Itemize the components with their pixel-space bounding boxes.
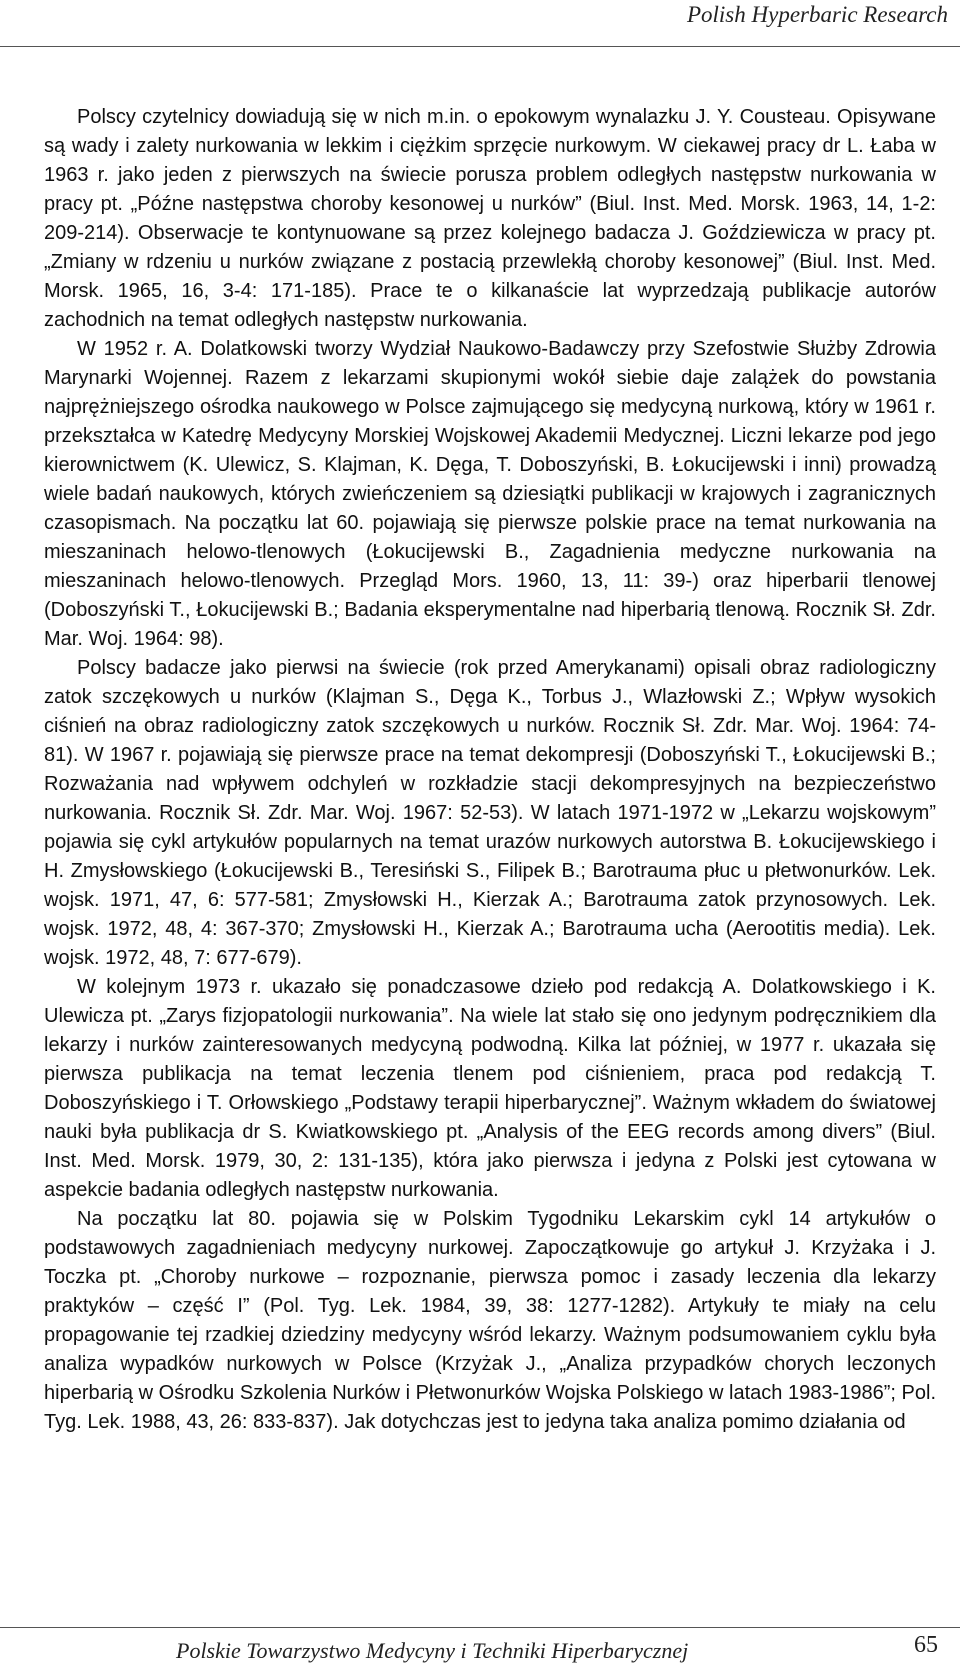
paragraph: W kolejnym 1973 r. ukazało się ponadczasowe dzieło pod redakcją A. Dolatkowskiego i K. Ulewicza pt. „Zarys fizjopatologii nurkowania”. Na wiele lat stało się ono jedynym podręcznikiem dla lekarzy i nurków zainteresowanych medycyną podwodną. Kilka lat później, w 1977 r. ukazała się pierwsza publikacja na temat leczenia tlenem pod ciśnieniem, praca pod redakcją T. Doboszyńskiego i T. Orłowskiego „Podstawy terapii hiperbarycznej”. Ważnym wkładem do światowej nauki była publikacja dr S. Kwiatkowskiego pt. „Analysis of the EEG records among divers” (Biul. Inst. Med. Morsk. 1979, 30, 2: 131-135), która jako pierwsza i jedyna z Polski jest cytowana w aspekcie badania odległych następstw nurkowania. [44, 976, 936, 1201]
page-number: 65 [914, 1632, 938, 1658]
page-footer [0, 1627, 960, 1675]
article-body [44, 103, 936, 1437]
paragraph: Polscy czytelnicy dowiadują się w nich m.in. o epokowym wynalazku J. Y. Cousteau. Opisywane są wady i zalety nurkowania w lekkim i ciężkim sprzęcie nurkowym. W ciekawej pracy dr L. Łaba w 1963 r. jako jeden z pierwszych na świecie porusza problem odległych następstw nurkowania w pracy pt. „Późne następstwa choroby kesonowej u nurków” (Biul. Inst. Med. Morsk. 1963, 14, 1-2: 209-214). Obserwacje te kontynuowane są przez kolejnego badacza J. Goździewicza w pracy pt. „Zmiany w rdzeniu u nurków związane z postacią przewlekłą choroby kesonowej” (Biul. Inst. Med. Morsk. 1965, 16, 3-4: 171-185). Prace te o kilkanaście lat wyprzedzają publikacje autorów zachodnich na temat odległych następstw nurkowania. [44, 106, 936, 331]
paragraph: W 1952 r. A. Dolatkowski tworzy Wydział Naukowo-Badawczy przy Szefostwie Służby Zdrowia Marynarki Wojennej. Razem z lekarzami skupionymi wokół siebie daje zalążek do powstania najprężniejszego ośrodka naukowego w Polsce zajmującego się medycyną nurkową, który w 1961 r. przekształca w Katedrę Medycyny Morskiej Wojskowej Akademii Medycznej. Liczni lekarze pod jego kierownictwem (K. Ulewicz, S. Klajman, K. Dęga, T. Doboszyński, B. Łokucijewski i inni) prowadzą wiele badań naukowych, których zwieńczeniem są dziesiątki publikacji w krajowych i zagranicznych czasopismach. Na początku lat 60. pojawiają się pierwsze polskie prace na temat nurkowania na mieszaninach helowo-tlenowych (Łokucijewski B., Zagadnienia medyczne nurkowania na mieszaninach helowo-tlenowych. Przegląd Mors. 1960, 13, 11: 39-) oraz hiperbarii tlenowej (Doboszyński T., Łokucijewski B.; Badania eksperymentalne nad hiperbarią tlenową. Rocznik Sł. Zdr. Mar. Woj. 1964: 98). [44, 338, 936, 650]
paragraph: Polscy badacze jako pierwsi na świecie (rok przed Amerykanami) opisali obraz radiologiczny zatok szczękowych u nurków (Klajman S., Dęga K., Torbus J., Wlazłowski Z.; Wpływ wysokich ciśnień na obraz radiologiczny zatok szczękowych u nurków. Rocznik Sł. Zdr. Mar. Woj. 1964: 74-81). W 1967 r. pojawiają się pierwsze prace na temat dekompresji (Doboszyński T., Łokucijewski B.; Rozważania nad wpływem odchyleń w rozkładzie stacji dekompresyjnych na bezpieczeństwo nurkowania. Rocznik Sł. Zdr. Mar. Woj. 1967: 52-53). W latach 1971-1972 w „Lekarzu wojskowym” pojawia się cykl artykułów popularnych na temat urazów nurkowych autorstwa B. Łokucijewskiego i H. Zmysłowskiego (Łokucijewski B., Teresiński S., Filipek B.; Barotrauma płuc u płetwonurków. Lek. wojsk. 1971, 47, 6: 577-581; Zmysłowski H., Kierzak A.; Barotrauma zatok przynosowych. Lek. wojsk. 1972, 48, 4: 367-370; Zmysłowski H., Kierzak A.; Barotrauma ucha (Aerootitis media). Lek. wojsk. 1972, 48, 7: 677-679). [44, 657, 936, 969]
paragraph: Na początku lat 80. pojawia się w Polskim Tygodniku Lekarskim cykl 14 artykułów o podstawowych zagadnieniach medycyny nurkowej. Zapoczątkowuje go artykuł J. Krzyżaka i J. Toczka pt. „Choroby nurkowe – rozpoznanie, pierwsza pomoc i zasady leczenia dla lekarzy praktyków – część I” (Pol. Tyg. Lek. 1984, 39, 38: 1277-1282). Artykuły te miały na celu propagowanie tej rzadkiej dziedziny medycyny wśród lekarzy. Ważnym podsumowaniem cyklu była analiza wypadków nurkowych w Polsce (Krzyżak J., „Analiza przypadków chorych leczonych hiperbarią w Ośrodku Szkolenia Nurków i Płetwonurków Wojska Polskiego w latach 1983-1986”; Pol. Tyg. Lek. 1988, 43, 26: 833-837). Jak dotychczas jest to jedyna taka analiza pomimo działania od [44, 1208, 936, 1433]
footer-title: Polskie Towarzystwo Medycyny i Techniki Hiperbarycznej [176, 1638, 689, 1663]
running-header-title: Polish Hyperbaric Research [686, 2, 948, 27]
page-header [0, 0, 960, 47]
